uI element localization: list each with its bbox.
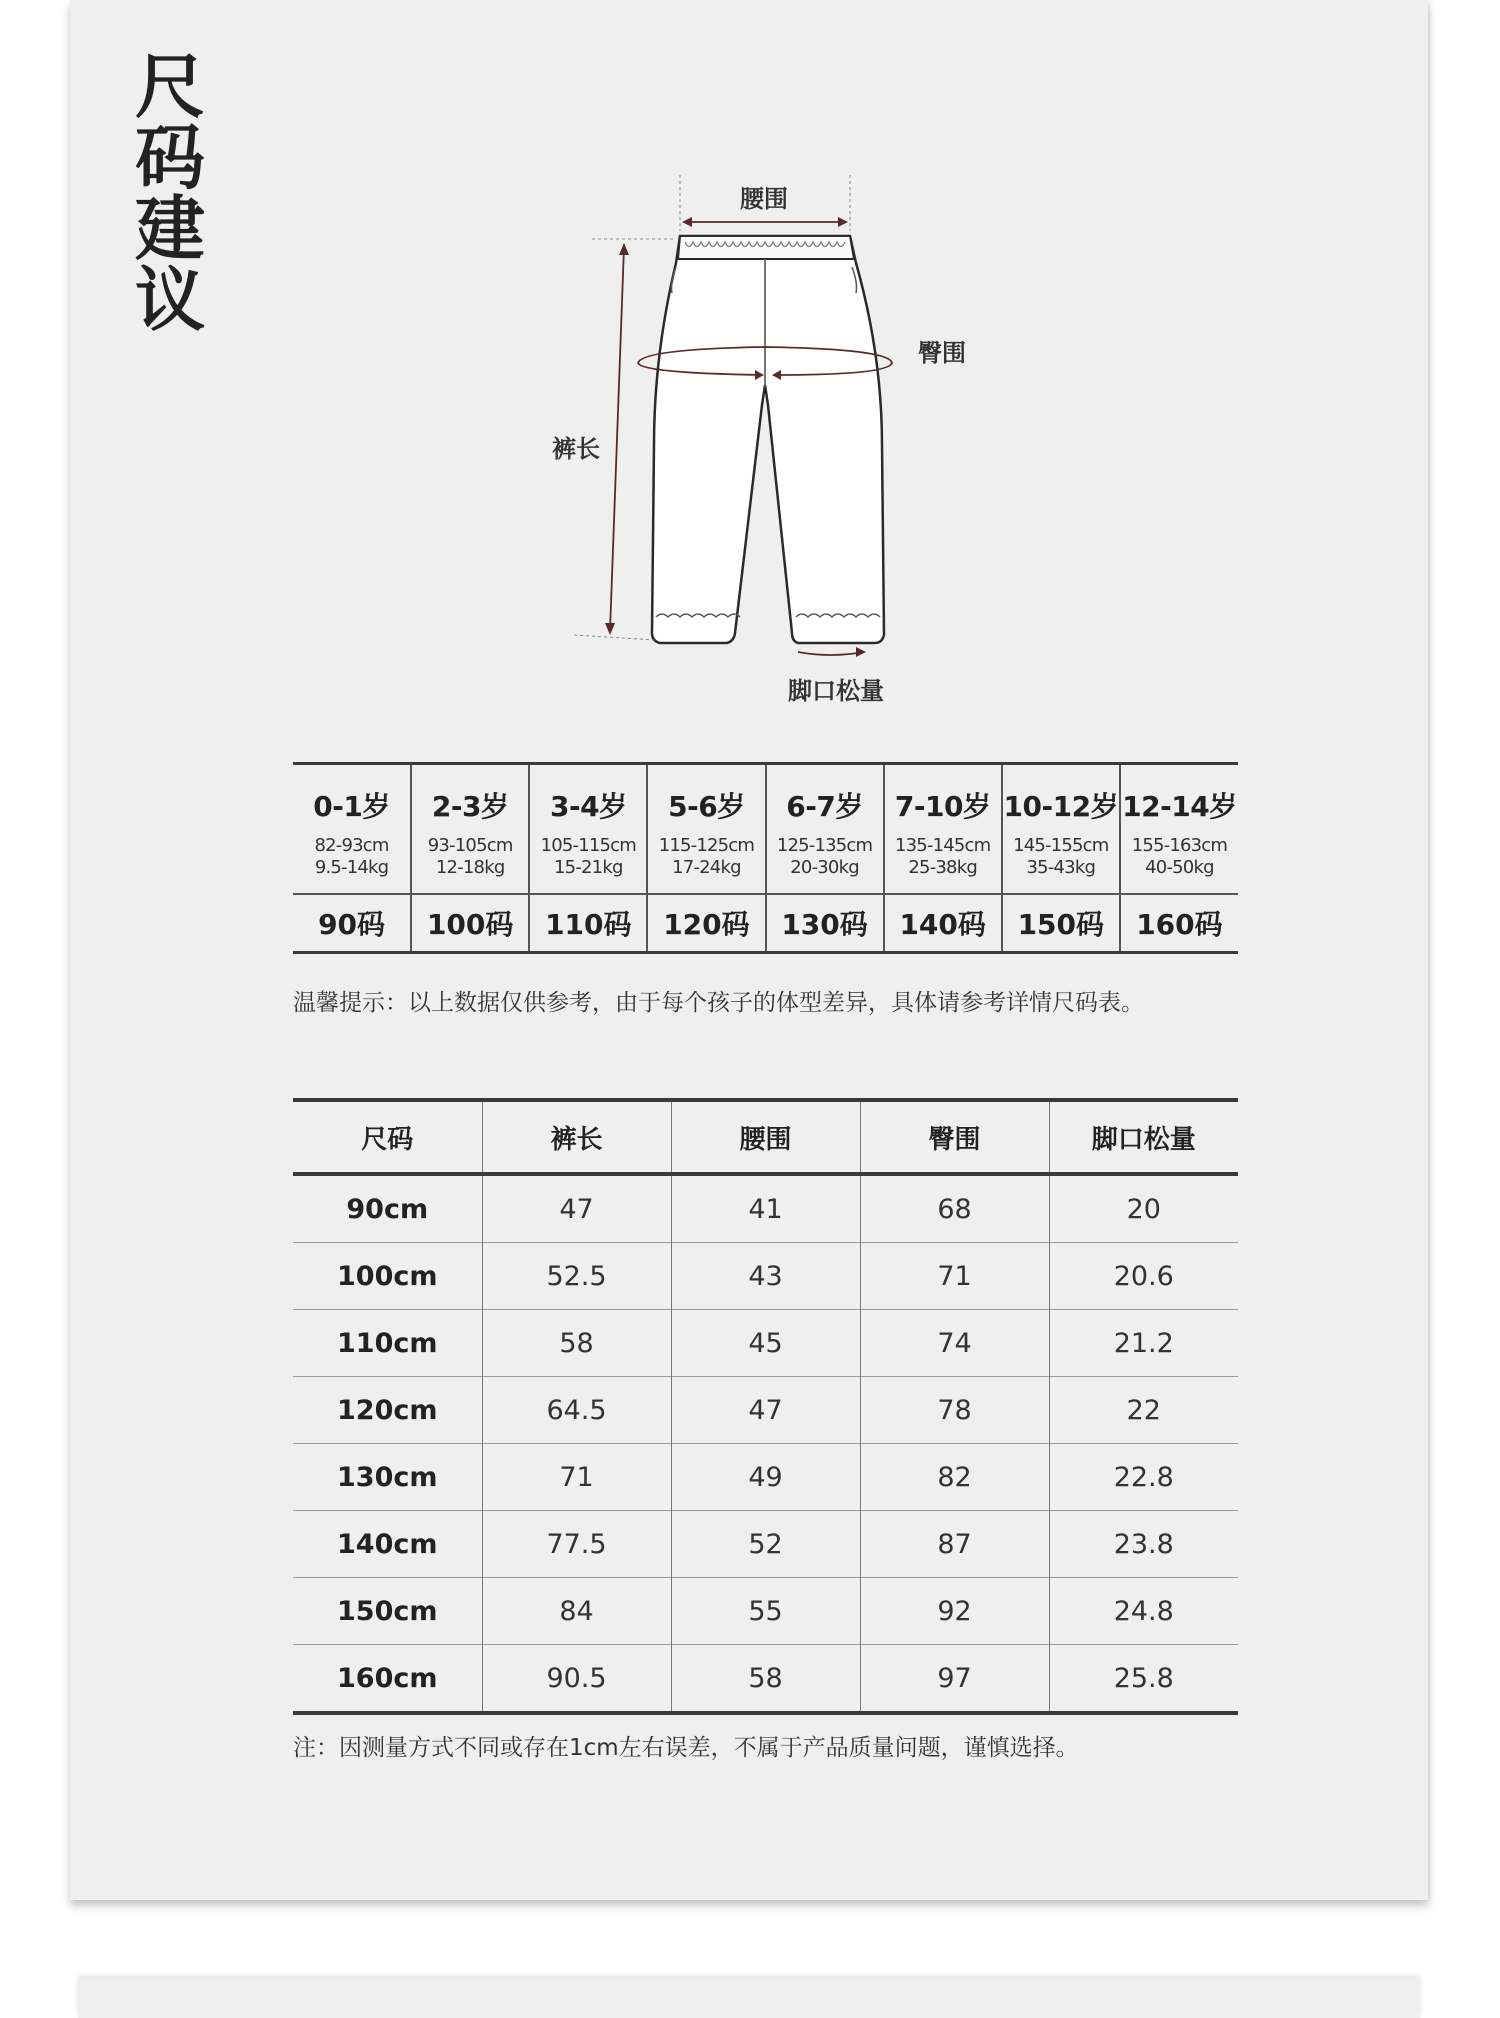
cell-waist: 43: [671, 1243, 860, 1310]
age-column: [1002, 764, 1120, 895]
cell-waist: 49: [671, 1444, 860, 1511]
age-range: 2-3岁: [431, 790, 509, 823]
pants-diagram: [530, 165, 1000, 725]
cell-hip: 71: [860, 1243, 1049, 1310]
age-range: 5-6岁: [668, 790, 745, 823]
cell-length: 52.5: [482, 1243, 671, 1310]
cuff-arrow-head: [856, 647, 866, 657]
cell-length: 84: [482, 1578, 671, 1645]
cell-size: 120cm: [293, 1377, 482, 1444]
age-range: 7-10岁: [894, 790, 991, 823]
weight-range: 12-18kg: [435, 857, 505, 878]
size-value: 130码: [766, 894, 884, 953]
tip-text: 温馨提示：以上数据仅供参考，由于每个孩子的体型差异，具体请参考详情尺码表。: [293, 990, 1144, 1016]
size-value: 120码: [647, 894, 765, 953]
cell-cuff: 22.8: [1049, 1444, 1238, 1511]
height-range: 145-155cm: [1013, 835, 1109, 856]
age-size-table: [293, 762, 1238, 954]
weight-range: 25-38kg: [908, 857, 977, 878]
waist-label: 腰围: [740, 185, 788, 213]
pants-outline: [652, 236, 884, 643]
header-hip: 臀围: [860, 1100, 1049, 1174]
size-chart-table: [293, 1098, 1238, 1715]
age-info-row: [293, 764, 1238, 895]
cell-waist: 47: [671, 1377, 860, 1444]
height-range: 135-145cm: [894, 835, 991, 856]
cell-hip: 82: [860, 1444, 1049, 1511]
next-card-edge: [78, 1978, 1420, 2018]
cell-waist: 45: [671, 1310, 860, 1377]
size-value: 100码: [411, 894, 529, 953]
age-column: [293, 764, 411, 895]
cell-waist: 52: [671, 1511, 860, 1578]
cell-hip: 68: [860, 1174, 1049, 1243]
pants-illustration: [530, 165, 1000, 725]
cell-size: 140cm: [293, 1511, 482, 1578]
cell-length: 77.5: [482, 1511, 671, 1578]
height-range: 115-125cm: [658, 835, 755, 856]
weight-range: 9.5-14kg: [314, 857, 389, 878]
height-range: 82-93cm: [314, 835, 389, 856]
header-size: 尺码: [293, 1100, 482, 1174]
weight-range: 17-24kg: [672, 857, 741, 878]
table-row: [293, 1578, 1238, 1645]
cell-size: 90cm: [346, 1193, 429, 1225]
cell-hip: 87: [860, 1511, 1049, 1578]
age-column: [1120, 764, 1238, 895]
cell-cuff: 20: [1049, 1174, 1238, 1243]
weight-range: 20-30kg: [790, 857, 859, 878]
cell-cuff: 25.8: [1049, 1645, 1238, 1714]
cell-cuff: 22: [1049, 1377, 1238, 1444]
cell-length: 71: [482, 1444, 671, 1511]
length-arrow-head-top: [619, 243, 629, 255]
header-cuff: 脚口松量: [1049, 1100, 1238, 1174]
length-arrow-head-bottom: [605, 623, 615, 635]
height-range: 105-115cm: [540, 835, 637, 856]
age-range: 10-12岁: [1003, 790, 1119, 823]
header-waist: 腰围: [671, 1100, 860, 1174]
cell-length: 58: [482, 1310, 671, 1377]
cell-waist: 41: [671, 1174, 860, 1243]
age-range: 6-7岁: [786, 790, 863, 823]
age-column: [529, 764, 647, 895]
waist-arrow-head-right: [838, 217, 848, 227]
cell-hip: 92: [860, 1578, 1049, 1645]
weight-range: 40-50kg: [1145, 857, 1214, 878]
age-range: 12-14岁: [1122, 790, 1237, 823]
length-guide-bottom: [574, 635, 654, 640]
cell-hip: 78: [860, 1377, 1049, 1444]
cell-cuff: 24.8: [1049, 1578, 1238, 1645]
size-value: 90码: [293, 894, 411, 953]
cell-length: 90.5: [482, 1645, 671, 1714]
cell-cuff: 20.6: [1049, 1243, 1238, 1310]
size-row: [293, 894, 1238, 953]
weight-range: 15-21kg: [554, 857, 623, 878]
table-row: [293, 1645, 1238, 1714]
cell-size: 130cm: [293, 1444, 482, 1511]
cuff-arrow: [798, 652, 864, 655]
cell-size: 150cm: [293, 1578, 482, 1645]
header-length: 裤长: [482, 1100, 671, 1174]
table-row: [293, 1310, 1238, 1377]
table-row: [293, 1444, 1238, 1511]
cell-size: 100cm: [293, 1243, 482, 1310]
age-column: [884, 764, 1002, 895]
cell-hip: 97: [860, 1645, 1049, 1714]
table-row: [293, 1174, 1238, 1243]
age-range: 3-4岁: [550, 790, 627, 823]
length-label: 裤长: [552, 435, 600, 463]
cell-cuff: 21.2: [1049, 1310, 1238, 1377]
cell-waist: 55: [671, 1578, 860, 1645]
cell-cuff: 23.8: [1049, 1511, 1238, 1578]
weight-range: 35-43kg: [1026, 857, 1096, 878]
table-row: [293, 1243, 1238, 1310]
size-value: 140码: [884, 894, 1002, 953]
table-row: [293, 1511, 1238, 1578]
note-text: 注：因测量方式不同或存在1cm左右误差，不属于产品质量问题，谨慎选择。: [293, 1735, 1079, 1761]
cell-size: 160cm: [293, 1645, 482, 1714]
cell-length: 47: [482, 1174, 671, 1243]
cell-size: 110cm: [293, 1310, 482, 1377]
size-value: 150码: [1002, 894, 1120, 953]
age-column: [766, 764, 884, 895]
cuff-label: 脚口松量: [788, 677, 884, 705]
hip-label: 臀围: [918, 339, 966, 367]
waistband: [678, 236, 854, 259]
cell-length: 64.5: [482, 1377, 671, 1444]
page-title: 尺码建议: [135, 46, 205, 341]
age-column: [411, 764, 529, 895]
cell-hip: 74: [860, 1310, 1049, 1377]
table-row: [293, 1377, 1238, 1444]
age-range: 0-1岁: [313, 790, 390, 823]
length-arrow: [610, 247, 624, 631]
waist-arrow-head-left: [682, 217, 692, 227]
height-range: 125-135cm: [776, 835, 873, 856]
size-chart-header: [293, 1100, 1238, 1174]
age-column: [647, 764, 765, 895]
height-range: 155-163cm: [1131, 835, 1228, 856]
cell-waist: 58: [671, 1645, 860, 1714]
size-value: 110码: [529, 894, 647, 953]
height-range: 93-105cm: [427, 835, 513, 856]
size-value: 160码: [1120, 894, 1238, 953]
